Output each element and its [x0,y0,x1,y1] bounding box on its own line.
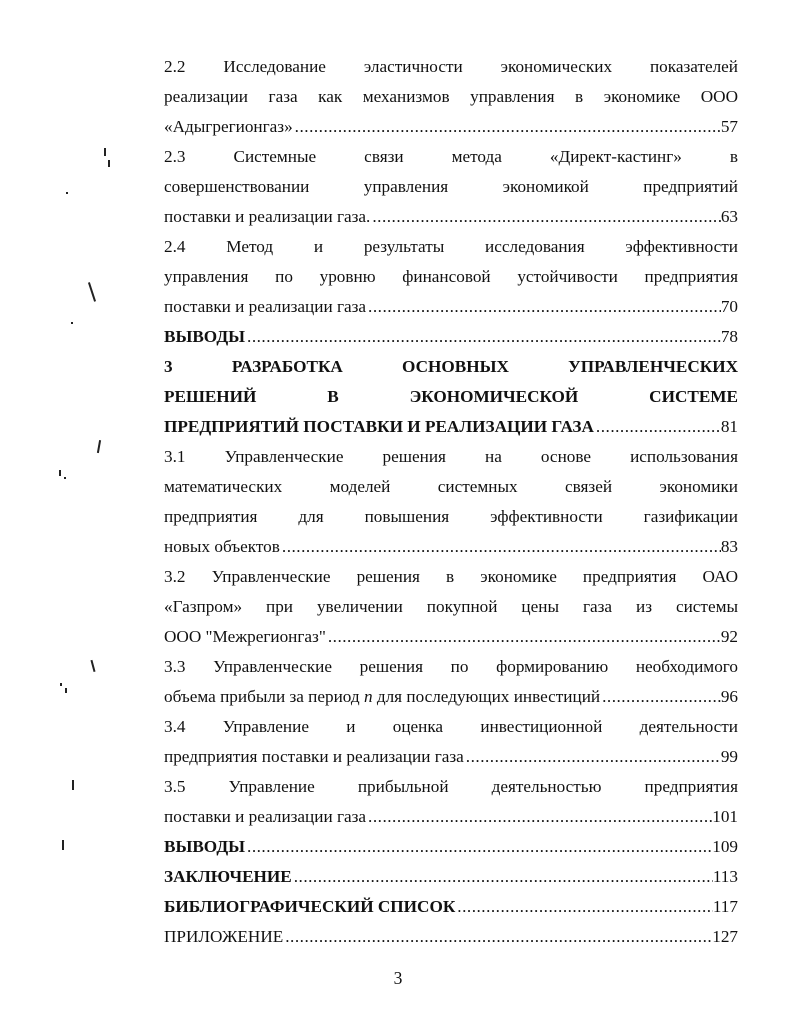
scan-speck [88,282,96,301]
toc-entry-text: РЕШЕНИЙ В ЭКОНОМИЧЕСКОЙ СИСТЕМЕ [164,387,738,406]
dot-leader [245,832,712,862]
scan-speck [108,160,110,167]
scan-speck [104,148,106,156]
page-number: 92 [720,627,738,646]
page-number: 81 [720,417,738,436]
toc-entry-last-line [164,892,738,922]
scan-speck [71,322,73,324]
page-number: 127 [712,927,738,946]
dot-leader [326,622,721,652]
toc-entry-text: совершенствовании управления экономикой предприятий [164,177,738,196]
dot-leader [280,532,721,562]
toc-entry-text: математических моделей системных связей экономики [164,477,738,496]
variable-n: n [363,687,373,706]
dot-leader [292,862,713,892]
toc-entry-text: управления по уровню финансовой устойчивости предприятия [164,267,738,286]
toc-entry-text: поставки и реализации газа. [164,207,371,226]
toc-entry-text: 3.2 Управленческие решения в экономике предприятия ОАО [164,567,738,586]
toc-entry-conclusions-2[interactable] [164,322,738,352]
dot-leader [594,412,721,442]
toc-entry-text: ПРЕДПРИЯТИЙ ПОСТАВКИ И РЕАЛИЗАЦИИ ГАЗА [164,417,594,436]
page-number: 117 [712,897,738,916]
page-number: 70 [720,297,738,316]
toc-entry-text: БИБЛИОГРАФИЧЕСКИЙ СПИСОК [164,897,456,916]
scan-speck [72,780,74,790]
page-number: 83 [720,537,738,556]
toc-entry-text: «Адыгрегионгаз» [164,117,293,136]
scan-speck [59,470,61,476]
toc-entry-conclusion[interactable] [164,862,738,892]
table-of-contents [164,52,738,952]
toc-entry-3-2[interactable] [164,562,738,652]
toc-entry-bibliography[interactable] [164,892,738,922]
toc-entry-text: 3 РАЗРАБОТКА ОСНОВНЫХ УПРАВЛЕНЧЕСКИХ [164,357,738,376]
toc-entry-text: ЗАКЛЮЧЕНИЕ [164,867,292,886]
toc-entry-last-line [164,922,738,952]
toc-entry-last-line [164,292,738,322]
toc-entry-text [164,682,600,712]
page-number: 57 [720,117,738,136]
toc-entry-last-line [164,202,738,232]
toc-entry-chapter-3[interactable] [164,352,738,442]
toc-entry-text: 3.1 Управленческие решения на основе использования [164,447,738,466]
toc-entry-2-2[interactable] [164,52,738,142]
scan-speck [90,660,95,672]
scan-speck [62,840,64,850]
dot-leader [464,742,721,772]
toc-entry-text: 3.4 Управление и оценка инвестиционной деятельности [164,717,738,736]
toc-entry-2-4[interactable] [164,232,738,322]
page-number: 109 [712,837,738,856]
page-number: 99 [720,747,738,766]
scan-speck [60,683,62,686]
toc-entry-last-line [164,112,738,142]
page-number: 113 [712,867,738,886]
toc-entry-3-1[interactable] [164,442,738,562]
dot-leader [245,322,721,352]
toc-entry-text: ООО "Межрегионгаз" [164,627,326,646]
toc-entry-last-line [164,622,738,652]
toc-entry-text: 2.4 Метод и результаты исследования эффективности [164,237,738,256]
scan-speck [66,192,68,194]
toc-entry-appendix[interactable] [164,922,738,952]
toc-entry-text: новых объектов [164,537,280,556]
toc-entry-3-5[interactable] [164,772,738,832]
toc-entry-text: ПРИЛОЖЕНИЕ [164,927,284,946]
scan-speck [65,688,67,693]
scan-speck [64,477,66,479]
toc-entry-text: реализации газа как механизмов управления в экономике ООО [164,87,738,106]
toc-entry-text-part: объема прибыли за период [164,687,364,706]
toc-entry-last-line [164,742,738,772]
toc-entry-conclusions-3[interactable] [164,832,738,862]
toc-entry-text: поставки и реализации газа [164,807,367,826]
toc-entry-text: 2.2 Исследование эластичности экономических показателей [164,57,738,76]
toc-entry-last-line [164,682,738,712]
page-number: 101 [712,807,738,826]
toc-entry-last-line [164,832,738,862]
toc-entry-last-line [164,862,738,892]
dot-leader [283,922,712,952]
dot-leader [455,892,713,922]
dot-leader [370,202,720,232]
toc-entry-text: ВЫВОДЫ [164,837,246,856]
toc-entry-text: предприятия для повышения эффективности газификации [164,507,738,526]
page-number: 96 [720,687,738,706]
toc-entry-text: 2.3 Системные связи метода «Директ-кастинг» в [164,147,738,166]
toc-entry-text: «Газпром» при увеличении покупной цены газа из системы [164,597,738,616]
scan-speck [97,440,101,453]
toc-entry-text: поставки и реализации газа [164,297,367,316]
toc-entry-text-part: для последующих инвестиций [372,687,601,706]
toc-entry-text: 3.3 Управленческие решения по формированию необходимого [164,657,738,676]
page-folio-number: 3 [393,968,403,988]
page-number: 63 [720,207,738,226]
toc-entry-2-3[interactable] [164,142,738,232]
dot-leader [293,112,721,142]
toc-entry-text: ВЫВОДЫ [164,327,246,346]
toc-entry-text: предприятия поставки и реализации газа [164,747,464,766]
toc-entry-text: 3.5 Управление прибыльной деятельностью предприятия [164,777,738,796]
toc-entry-last-line [164,532,738,562]
dot-leader [600,682,721,712]
toc-entry-last-line [164,322,738,352]
page-number: 78 [720,327,738,346]
toc-entry-3-3[interactable] [164,652,738,712]
dot-leader [366,292,721,322]
toc-entry-last-line [164,412,738,442]
toc-entry-last-line [164,802,738,832]
dot-leader [366,802,712,832]
toc-entry-3-4[interactable] [164,712,738,772]
